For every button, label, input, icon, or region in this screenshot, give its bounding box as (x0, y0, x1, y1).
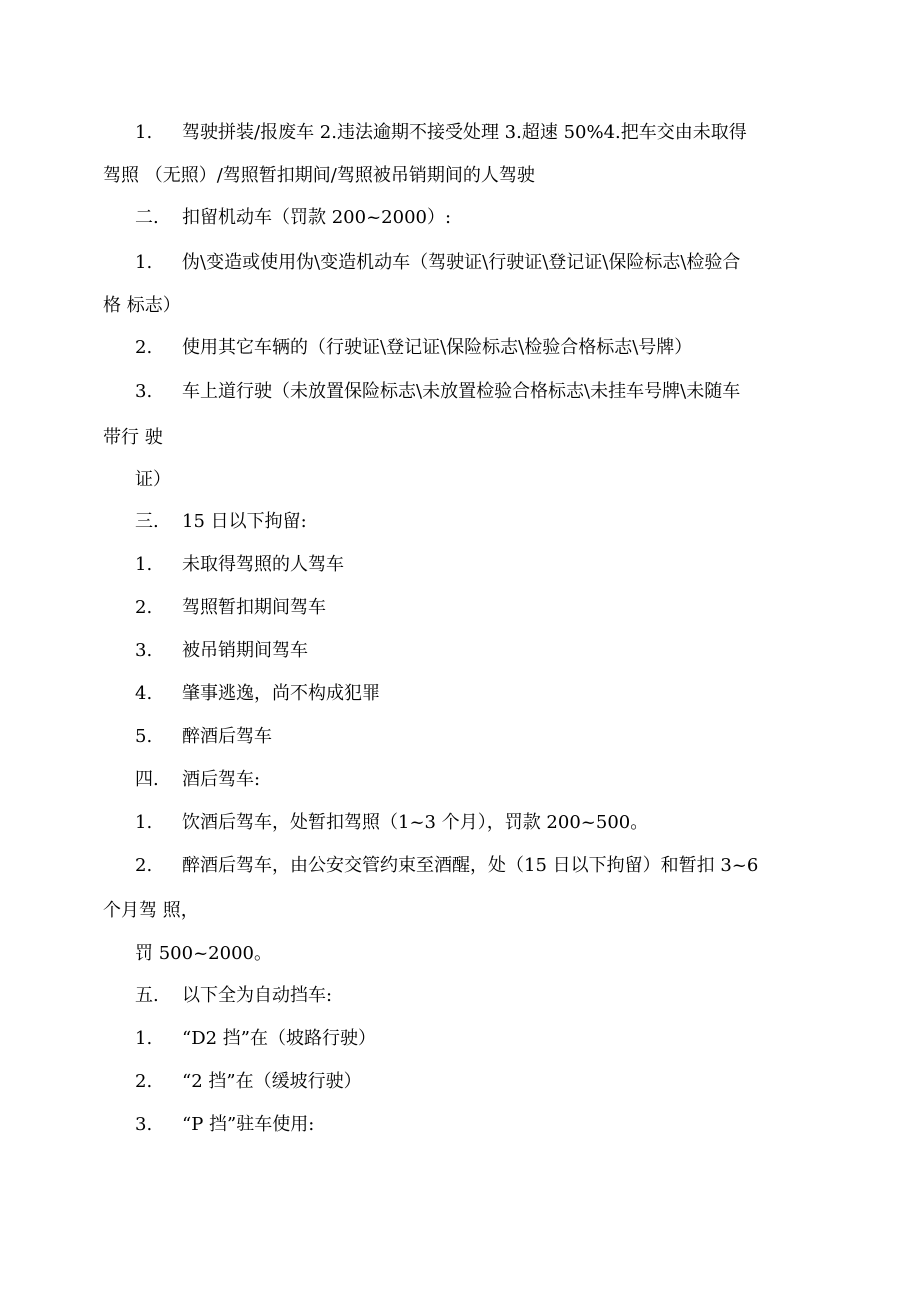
section-number: 五. (135, 985, 159, 1006)
list-item (0, 851, 920, 881)
item-text: 醉酒后驾车 (182, 726, 272, 747)
list-item (0, 1067, 920, 1097)
list-item (0, 1024, 920, 1054)
item-text: 车上道行驶（未放置保险标志\未放置检验合格标志\未挂车号牌\未随车 (182, 381, 741, 402)
list-item (0, 722, 920, 752)
list-item (0, 679, 920, 709)
item-number: 4. (135, 683, 153, 704)
list-item (0, 333, 920, 363)
list-item (0, 248, 920, 278)
list-item-continuation (0, 465, 920, 495)
list-item (0, 593, 920, 623)
item-number: 5. (135, 726, 153, 747)
item-text: 未取得驾照的人驾车 (182, 554, 344, 575)
item-number: 1. (135, 252, 153, 273)
item-text: 带行 驶 (103, 427, 163, 448)
item-text: 驾照暂扣期间驾车 (182, 597, 326, 618)
section-number: 二. (135, 207, 159, 228)
section-title: 以下全为自动挡车: (182, 985, 333, 1006)
item-number: 1. (135, 554, 153, 575)
item-number: 3. (135, 1114, 153, 1135)
list-item (0, 808, 920, 838)
list-item-continuation (0, 423, 920, 453)
item-text: “P 挡”驻车使用: (182, 1114, 315, 1135)
item-text: 肇事逃逸，尚不构成犯罪 (182, 683, 380, 704)
item-text: 驾照 （无照）/驾照暂扣期间/驾照被吊销期间的人驾驶 (103, 165, 535, 186)
section-heading (0, 507, 920, 537)
item-number: 2. (135, 855, 153, 876)
list-item-continuation (0, 896, 920, 926)
item-text: 个月驾 照， (103, 900, 199, 921)
section-title: 15 日以下拘留: (182, 511, 307, 532)
section-title: 扣留机动车（罚款 200~2000）: (182, 207, 452, 228)
item-text: 使用其它车辆的（行驶证\登记证\保险标志\检验合格标志\号牌） (182, 337, 693, 358)
section-number: 三. (135, 511, 159, 532)
item-number: 2. (135, 597, 153, 618)
list-item-continuation (0, 161, 920, 191)
item-text: 醉酒后驾车，由公安交管约束至酒醒，处（15 日以下拘留）和暂扣 3~6 (182, 855, 759, 876)
list-item (0, 636, 920, 666)
item-number: 1. (135, 1028, 153, 1049)
list-item (0, 118, 920, 148)
item-text: 伪\变造或使用伪\变造机动车（驾驶证\行驶证\登记证\保险标志\检验合 (182, 252, 741, 273)
section-heading (0, 765, 920, 795)
list-item (0, 1110, 920, 1140)
section-number: 四. (135, 769, 159, 790)
list-item-continuation (0, 939, 920, 969)
list-item-continuation (0, 291, 920, 321)
item-text: 驾驶拼装/报废车 2.违法逾期不接受处理 3.超速 50%4.把车交由未取得 (182, 122, 747, 143)
item-text: 饮酒后驾车，处暂扣驾照（1~3 个月），罚款 200~500。 (182, 812, 649, 833)
section-heading (0, 981, 920, 1011)
item-text: “D2 挡”在（坡路行驶） (182, 1028, 377, 1049)
item-text: 被吊销期间驾车 (182, 640, 308, 661)
item-number: 3. (135, 381, 153, 402)
item-text: “2 挡”在（缓坡行驶） (182, 1071, 362, 1092)
item-text: 罚 500~2000。 (135, 943, 272, 964)
list-item (0, 377, 920, 407)
item-number: 1. (135, 812, 153, 833)
item-text: 证） (135, 469, 171, 490)
item-number: 3. (135, 640, 153, 661)
item-number: 2. (135, 1071, 153, 1092)
list-item (0, 550, 920, 580)
item-number: 1. (135, 122, 153, 143)
item-number: 2. (135, 337, 153, 358)
section-heading (0, 203, 920, 233)
section-title: 酒后驾车: (182, 769, 261, 790)
item-text: 格 标志） (103, 295, 181, 316)
